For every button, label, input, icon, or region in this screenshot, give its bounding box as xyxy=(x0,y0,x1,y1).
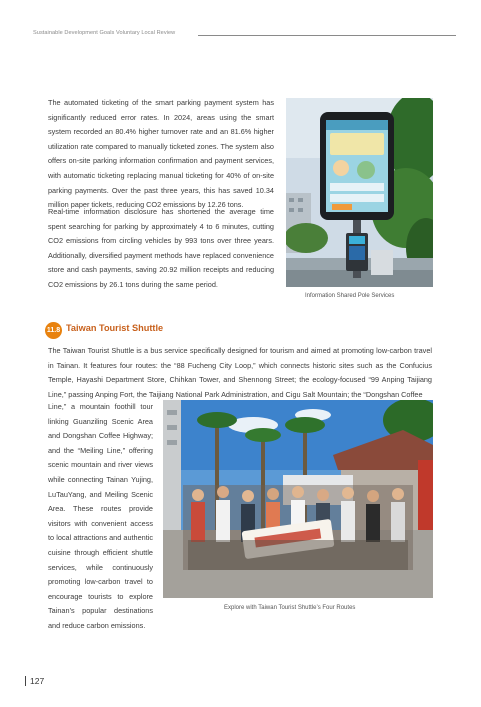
section-title: Taiwan Tourist Shuttle xyxy=(66,323,164,333)
paragraph-smart-parking-ticketing: The automated ticketing of the smart parking payment system has significantly reduced error rates. In 2024, areas using the smart system recorded an 80.4% higher turnover rate and an 81.6% higher utilization rate compared to manually ticketed zones. The system also offers on-site parking information confirmation and payment services, with automatic ticketing replacing manual ticketing for 40% of on-site parking payments. Over the past three years, this has saved 10.34 million paper tickets, reducing CO2 emissions by 12.26 tons. xyxy=(48,98,274,210)
paragraph-realtime-information: Real-time information disclosure has shortened the average time spent searching for parking by approximately 4 to 6 minutes, cutting CO2 emissions from circling vehicles by 993 tons over three years. Additionally, diversified payment methods have replaced convenience store and cash payments, saving 20.92 million receipts and reducing CO2 emissions by 26.1 tons during the same period. xyxy=(48,207,274,289)
caption-info-pole: Information Shared Pole Services xyxy=(305,293,395,299)
page-number: 127 xyxy=(30,676,45,686)
info-pole-photo xyxy=(286,98,433,287)
page-number-rule xyxy=(25,676,26,686)
section-number-badge: 11.8 xyxy=(45,322,62,339)
paragraph-shuttle-routes: Line,” a mountain foothill tour linking Guanziling Scenic Area and Dongshan Coffee Highway; and the “Meiling Line,” offering scenic mountain and river views while connecting Tainan Yujing, LuTauYang, and Meiling Scenic Area. These routes provide visitors with convenient access to local attractions and authentic cuisine through efficient shuttle services, while continuously promoting low-carbon travel to encourage tourists to explore Tainan’s popular destinations and reduce carbon emissions. xyxy=(48,402,153,630)
caption-tourist-shuttle: Explore with Taiwan Tourist Shuttle’s Four Routes xyxy=(224,605,356,611)
paragraph-shuttle-intro: The Taiwan Tourist Shuttle is a bus service specifically designed for tourism and aimed at promoting low-carbon travel in Tainan. It features four routes: the “88 Fucheng City Loop,” which connects historic sites such as the Confucius Temple, Hayashi Department Store, Chihkan Tower, and Shennong Street; the ecology-focused “99 Anping Taijiang Line,” passing Anping Fort, the Taijiang National Park Administration, and Cigu Salt Mountain; the “Dongshan Coffee xyxy=(48,346,432,399)
header-rule xyxy=(198,35,456,36)
running-header: Sustainable Development Goals Voluntary Local Review xyxy=(33,30,176,36)
tourist-group-photo xyxy=(163,400,433,598)
